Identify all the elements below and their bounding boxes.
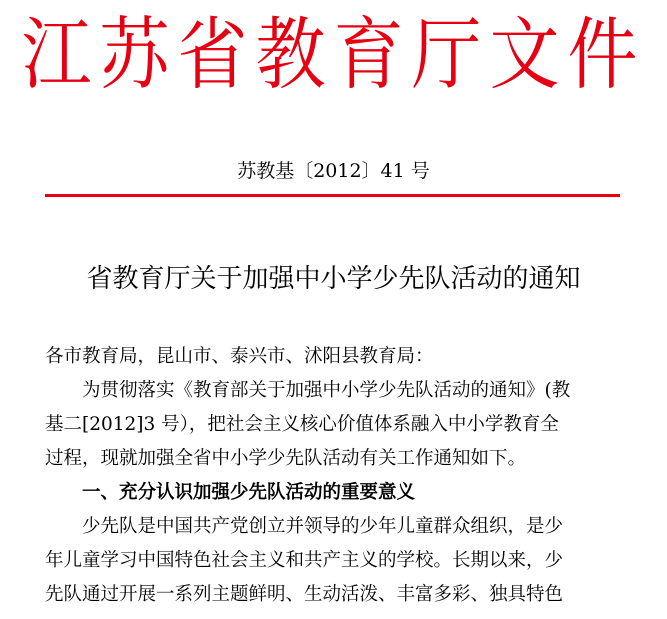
intro-line-3: 过程，现就加强全省中小学少先队活动有关工作通知如下。 (45, 448, 527, 469)
masthead-title: 江苏省教育厅文件 (21, 8, 646, 101)
intro-line-2: 基二[2012]3 号），把社会主义核心价值体系融入中小学教育全 (45, 414, 559, 435)
red-divider-line (45, 194, 620, 197)
document-number: 苏教基〔2012〕41 号 (237, 160, 430, 182)
section-1-line-1: 少先队是中国共产党创立并领导的少年儿童群众组织，是少 (82, 516, 564, 537)
section-1-line-2: 年儿童学习中国特色社会主义和共产主义的学校。长期以来，少 (45, 550, 564, 571)
addressee-line: 各市教育局，昆山市、泰兴市、沭阳县教育局： (45, 346, 434, 367)
intro-line-1: 为贯彻落实《教育部关于加强中小学少先队活动的通知》(教 (82, 380, 571, 401)
section-1-heading: 一、充分认识加强少先队活动的重要意义 (82, 482, 416, 503)
section-1-line-3: 先队通过开展一系列主题鲜明、生动活泼、丰富多彩、独具特色 (45, 584, 564, 605)
document-title: 省教育厅关于加强中小学少先队活动的通知 (86, 264, 581, 294)
document-body (45, 340, 630, 612)
